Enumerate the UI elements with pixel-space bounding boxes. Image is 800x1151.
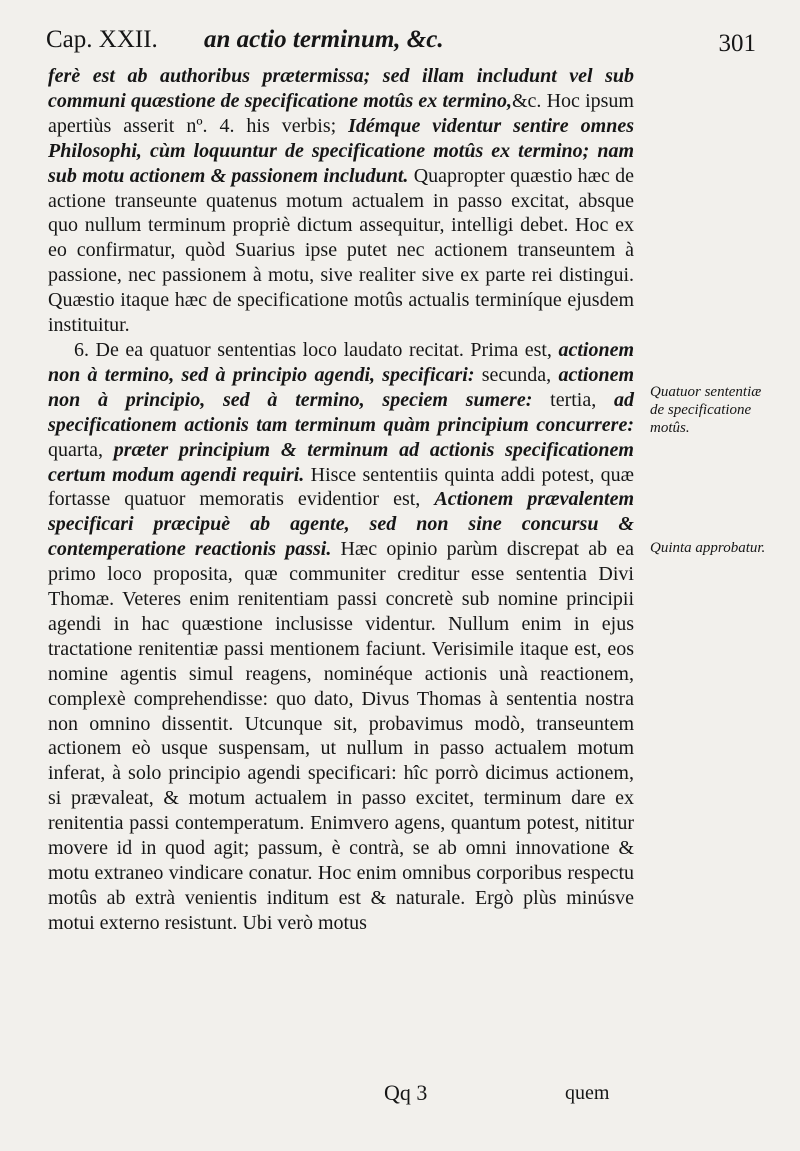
page-footer bbox=[0, 1078, 800, 1108]
sententia-second: actionem non à principio, sed à termino, speciem sumere: bbox=[48, 363, 634, 411]
margin-note: Quatuor sententiæ de specificatione motûs. bbox=[650, 384, 762, 436]
roman-span: secunda, bbox=[474, 363, 559, 386]
paragraph-1 bbox=[48, 64, 634, 338]
roman-span: &c. Hoc ipsum apertiùs asserit nº. 4. his verbis; bbox=[48, 89, 634, 137]
italic-span: ferè est ab authoribus prætermissa; sed illam includunt vel sub communi quæstione de specificatione motûs ex termino, bbox=[48, 65, 634, 112]
main-text bbox=[48, 64, 634, 936]
roman-span: tertia, bbox=[532, 388, 614, 411]
margin-note: Quinta approbatur. bbox=[650, 540, 766, 556]
sententia-third: ad specificationem actionis tam terminum quàm principium concurrere: bbox=[48, 388, 634, 436]
signature-mark: Qq 3 bbox=[384, 1080, 428, 1105]
sententia-fifth: Actionem prævalentem specificari præcipuè ab agente, sed non sine concursu & contemperatione reactionis passi. bbox=[48, 488, 635, 561]
running-title: an actio terminum, &c. bbox=[204, 26, 444, 53]
roman-span: Hisce sententiis quinta addi potest, quæ fortasse quatuor memoratis evidentior est, bbox=[48, 463, 635, 511]
sententia-fourth: præter principium & terminum ad actionis specificationem certum modum agendi requiri. bbox=[48, 438, 634, 486]
roman-span: quarta, bbox=[48, 438, 114, 461]
chapter-number: Cap. XXII. bbox=[46, 26, 158, 53]
roman-span: Quapropter quæstio hæc de actione transeunte quatenus motum actualem in passo excitat, absque quo nullum terminum propriè dictum assequitur, intelligi debet. Hoc ex eo confirmatur, quòd Suarius ipse putet nec actionem transeuntem à passione, nec passionem à motu, sive realiter sive ex parte rei distingui. Quæstio itaque hæc de specificatione motûs actualis terminíque ejusdem instituitur. bbox=[48, 164, 635, 337]
italic-quote: Idémque videntur sentire omnes Philosophi, cùm loquuntur de specificatione motûs ex termino; nam sub motu actionem & passionem includunt. bbox=[48, 114, 634, 187]
sententia-first: actionem non à termino, sed à principio agendi, specificari: bbox=[48, 338, 634, 386]
catchword: quem bbox=[565, 1082, 610, 1104]
page-number: 301 bbox=[718, 30, 756, 57]
paragraph-6 bbox=[48, 338, 634, 936]
running-head bbox=[46, 20, 756, 60]
roman-span: Hæc opinio parùm discrepat ab ea primo loco proposita, quæ communiter creditur esse sententia Divi Thomæ. Veteres enim renitentiam passi concretè sub nomine principii agendi in hac quæstione inclusisse videntur. Nullum enim in ejus tractatione renitentiæ passi mentionem faciunt. Verisimile itaque est, eos nomine agentis simul reagens, nominéque actionis unà reactionem, complexè comprehendisse: quo dato, Divus Thomas à sententia nostra non omnino dissentit. Utcunque sit, probavimus modò, transeuntem actionem eò usque suspensam, ut nullum in passo actualem motum inferat, à solo principio agendi specificari: hîc porrò dicimus actionem, si prævaleat, & motum actualem in passo excitet, terminum dare ex renitentia passi contemperatum. Enimvero agens, quantum potest, nititur movere id in quod agit; passum, è contrà, se ab omni innovatione & motu extraneo vindicare conatur. Hoc enim omnibus corporibus respectu motûs ab extrà venientis inditum est & naturale. Ergò plùs minúsve motui externo resistunt. Ubi verò motus bbox=[48, 538, 634, 934]
roman-span: 6. De ea quatuor sententias loco laudato recitat. Prima est, bbox=[74, 338, 559, 361]
